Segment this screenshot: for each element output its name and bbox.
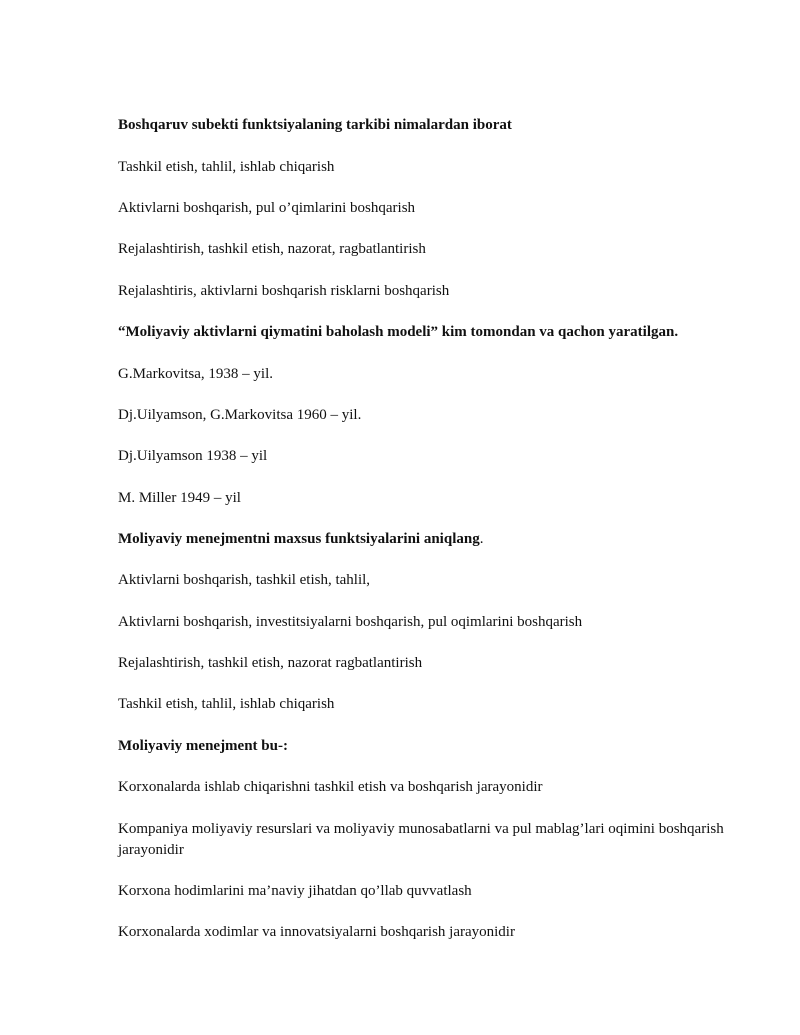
question-2 <box>118 322 738 343</box>
question-4-text: Moliyaviy menejment bu-: <box>118 738 288 754</box>
question-2-text: “Moliyaviy aktivlarni qiymatini baholash modeli” kim tomondan va qachon yaratilgan. <box>118 324 679 340</box>
question-3 <box>118 529 738 550</box>
question-3-option-4: Tashkil etish, tahlil, ishlab chiqarish <box>118 696 335 712</box>
question-3-text: Moliyaviy menejmentni maxsus funktsiyalarini aniqlang <box>118 531 480 547</box>
question-2-option-1: G.Markovitsa, 1938 – yil. <box>118 366 273 382</box>
question-1-text: Boshqaruv subekti funktsiyalaning tarkibi nimalardan iborat <box>118 117 512 133</box>
question-1-option-4: Rejalashtiris, aktivlarni boshqarish risklarni boshqarish <box>118 283 450 299</box>
question-3-option-2: Aktivlarni boshqarish, investitsiyalarni boshqarish, pul oqimlarini boshqarish <box>118 614 583 630</box>
question-1-option-3: Rejalashtirish, tashkil etish, nazorat, ragbatlantirish <box>118 241 426 257</box>
question-4-option-3: Korxona hodimlarini ma’naviy jihatdan qo’llab quvvatlash <box>118 883 472 899</box>
question-3-option-3: Rejalashtirish, tashkil etish, nazorat ragbatlantirish <box>118 655 423 671</box>
question-4-option-4: Korxonalarda xodimlar va innovatsiyalarni boshqarish jarayonidir <box>118 924 515 940</box>
question-3-option-1: Aktivlarni boshqarish, tashkil etish, tahlil, <box>118 572 371 588</box>
question-2-option-4: M. Miller 1949 – yil <box>118 490 241 506</box>
question-3-suffix: . <box>479 531 484 547</box>
question-1-option-2: Aktivlarni boshqarish, pul o’qimlarini boshqarish <box>118 200 416 216</box>
question-2-option-2: Dj.Uilyamson, G.Markovitsa 1960 – yil. <box>118 407 362 423</box>
question-2-option-3: Dj.Uilyamson 1938 – yil <box>118 448 268 464</box>
question-4-option-2: Kompaniya moliyaviy resurslari va moliyaviy munosabatlarni va pul mablag’lari oqimini boshqarish jarayonidir <box>118 821 724 858</box>
question-4-option-1: Korxonalarda ishlab chiqarishni tashkil etish va boshqarish jarayonidir <box>118 779 543 795</box>
question-1-option-1: Tashkil etish, tahlil, ishlab chiqarish <box>118 159 335 175</box>
question-1 <box>118 115 738 136</box>
question-4 <box>118 736 738 757</box>
